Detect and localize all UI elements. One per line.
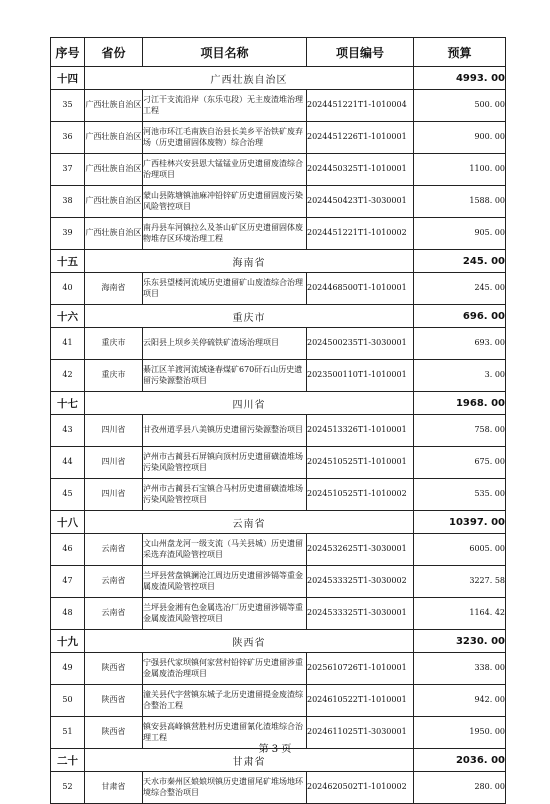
page-number: 第 3 页 bbox=[258, 744, 292, 755]
row-province: 四川省 bbox=[85, 479, 143, 511]
table-body bbox=[51, 67, 506, 804]
row-project-name: 广西桂林兴安县恩大锰锰业历史遗留废渣综合治理项目 bbox=[143, 154, 307, 186]
row-budget: 905. 00 bbox=[414, 218, 506, 250]
row-seq: 45 bbox=[51, 479, 85, 511]
row-seq: 39 bbox=[51, 218, 85, 250]
table-row bbox=[51, 534, 506, 566]
row-province: 重庆市 bbox=[85, 360, 143, 392]
row-project-name: 云阳县上坝乡关停硫铁矿渣场治理项目 bbox=[143, 328, 307, 360]
row-province: 重庆市 bbox=[85, 328, 143, 360]
row-seq: 37 bbox=[51, 154, 85, 186]
row-budget: 900. 00 bbox=[414, 122, 506, 154]
section-number: 十九 bbox=[51, 630, 85, 653]
row-budget: 758. 00 bbox=[414, 415, 506, 447]
row-budget: 338. 00 bbox=[414, 653, 506, 685]
row-province: 甘肃省 bbox=[85, 772, 143, 804]
section-total: 10397. 00 bbox=[414, 511, 506, 534]
row-seq: 47 bbox=[51, 566, 85, 598]
row-province: 广西壮族自治区 bbox=[85, 90, 143, 122]
row-seq: 42 bbox=[51, 360, 85, 392]
row-budget: 693. 00 bbox=[414, 328, 506, 360]
row-seq: 51 bbox=[51, 717, 85, 749]
row-project-name: 兰坪县营盘镇澜沧江周边历史遗留涉镉等重金属废渣风险管控项目 bbox=[143, 566, 307, 598]
row-project-code: 2025610726T1-1010001 bbox=[307, 653, 414, 685]
row-project-code: 2024620502T1-1010002 bbox=[307, 772, 414, 804]
row-budget: 500. 00 bbox=[414, 90, 506, 122]
section-row bbox=[51, 392, 506, 415]
row-project-code: 2024510525T1-1010002 bbox=[307, 479, 414, 511]
row-province: 四川省 bbox=[85, 415, 143, 447]
row-project-code: 2024532625T1-3030001 bbox=[307, 534, 414, 566]
row-province: 广西壮族自治区 bbox=[85, 154, 143, 186]
row-project-name: 甘孜州道孚县八美镇历史遗留污染源整治项目 bbox=[143, 415, 307, 447]
section-number: 十六 bbox=[51, 305, 85, 328]
row-seq: 46 bbox=[51, 534, 85, 566]
row-project-code: 2024451221T1-1010004 bbox=[307, 90, 414, 122]
table-row bbox=[51, 479, 506, 511]
row-project-code: 2024451221T1-1010002 bbox=[307, 218, 414, 250]
table-row bbox=[51, 360, 506, 392]
row-seq: 38 bbox=[51, 186, 85, 218]
table-row bbox=[51, 447, 506, 479]
row-project-name: 文山州盘龙河一级支流（马关县城）历史遗留采选弃渣风险管控项目 bbox=[143, 534, 307, 566]
row-seq: 36 bbox=[51, 122, 85, 154]
row-province: 海南省 bbox=[85, 273, 143, 305]
section-row bbox=[51, 67, 506, 90]
row-province: 陕西省 bbox=[85, 653, 143, 685]
row-seq: 44 bbox=[51, 447, 85, 479]
row-project-name: 刁江干支流沿岸（东乐屯段）无主废渣堆治理工程 bbox=[143, 90, 307, 122]
table-row bbox=[51, 772, 506, 804]
row-province: 广西壮族自治区 bbox=[85, 218, 143, 250]
row-project-code: 2024610522T1-1010001 bbox=[307, 685, 414, 717]
row-project-code: 2024451226T1-1010001 bbox=[307, 122, 414, 154]
row-budget: 6005. 00 bbox=[414, 534, 506, 566]
header-province: 省份 bbox=[85, 38, 143, 67]
row-budget: 535. 00 bbox=[414, 479, 506, 511]
table-row bbox=[51, 154, 506, 186]
section-region: 陕西省 bbox=[85, 630, 414, 653]
row-project-code: 2024510525T1-1010001 bbox=[307, 447, 414, 479]
section-total: 245. 00 bbox=[414, 250, 506, 273]
table-row bbox=[51, 90, 506, 122]
row-budget: 675. 00 bbox=[414, 447, 506, 479]
table-row bbox=[51, 122, 506, 154]
section-number: 十八 bbox=[51, 511, 85, 534]
section-region: 甘肃省 bbox=[85, 749, 414, 772]
section-row bbox=[51, 305, 506, 328]
budget-table bbox=[50, 37, 506, 804]
row-project-code: 2024611025T1-3030001 bbox=[307, 717, 414, 749]
section-total: 696. 00 bbox=[414, 305, 506, 328]
row-project-code: 2024450423T1-3030001 bbox=[307, 186, 414, 218]
row-project-code: 2024450325T1-1010001 bbox=[307, 154, 414, 186]
row-budget: 1164. 42 bbox=[414, 598, 506, 630]
row-project-code: 2024533325T1-3030001 bbox=[307, 598, 414, 630]
row-province: 云南省 bbox=[85, 598, 143, 630]
header-budget: 预算 bbox=[414, 38, 506, 67]
row-province: 广西壮族自治区 bbox=[85, 122, 143, 154]
table-header-row bbox=[51, 38, 506, 67]
section-region: 四川省 bbox=[85, 392, 414, 415]
row-project-name: 潼关县代字营镇东城子北历史遗留提金废渣综合整治工程 bbox=[143, 685, 307, 717]
section-row bbox=[51, 250, 506, 273]
section-region: 重庆市 bbox=[85, 305, 414, 328]
row-project-name: 南丹县车河镇拉么及茶山矿区历史遗留固体废物堆存区环境治理工程 bbox=[143, 218, 307, 250]
row-project-code: 2024468500T1-1010001 bbox=[307, 273, 414, 305]
section-region: 广西壮族自治区 bbox=[85, 67, 414, 90]
table-row bbox=[51, 218, 506, 250]
row-project-name: 乐东县望楼河流域历史遗留矿山废渣综合治理项目 bbox=[143, 273, 307, 305]
section-number: 十七 bbox=[51, 392, 85, 415]
row-seq: 35 bbox=[51, 90, 85, 122]
row-seq: 41 bbox=[51, 328, 85, 360]
section-total: 4993. 00 bbox=[414, 67, 506, 90]
row-budget: 3227. 58 bbox=[414, 566, 506, 598]
row-province: 陕西省 bbox=[85, 717, 143, 749]
table-row bbox=[51, 685, 506, 717]
row-seq: 40 bbox=[51, 273, 85, 305]
row-project-name: 綦江区羊渡河流域逢春煤矿670矸石山历史遗留污染源整治项目 bbox=[143, 360, 307, 392]
section-number: 十四 bbox=[51, 67, 85, 90]
row-project-code: 2023500110T1-1010001 bbox=[307, 360, 414, 392]
section-region: 云南省 bbox=[85, 511, 414, 534]
section-total: 1968. 00 bbox=[414, 392, 506, 415]
section-number: 十五 bbox=[51, 250, 85, 273]
row-seq: 49 bbox=[51, 653, 85, 685]
row-budget: 280. 00 bbox=[414, 772, 506, 804]
section-row bbox=[51, 511, 506, 534]
row-budget: 942. 00 bbox=[414, 685, 506, 717]
row-project-name: 镇安县高峰镇营胜村历史遗留氰化渣堆综合治理工程 bbox=[143, 717, 307, 749]
row-budget: 1588. 00 bbox=[414, 186, 506, 218]
row-budget: 1950. 00 bbox=[414, 717, 506, 749]
row-project-name: 蒙山县陈塘镇油麻冲铅锌矿历史遗留固废污染风险管控项目 bbox=[143, 186, 307, 218]
header-project-code: 项目编号 bbox=[307, 38, 414, 67]
row-project-code: 2024513326T1-1010001 bbox=[307, 415, 414, 447]
table-row bbox=[51, 273, 506, 305]
row-seq: 48 bbox=[51, 598, 85, 630]
row-project-code: 2024500235T1-3030001 bbox=[307, 328, 414, 360]
row-project-name: 泸州市古蔺县石屏镇向顶村历史遗留磺渣堆场污染风险管控项目 bbox=[143, 447, 307, 479]
table-row bbox=[51, 598, 506, 630]
row-project-name: 兰坪县金湘有色金属选冶厂历史遗留涉镉等重金属废渣风险管控项目 bbox=[143, 598, 307, 630]
row-project-name: 河池市环江毛南族自治县长美乡平治铁矿废弃场（历史遗留固体废物）综合治理 bbox=[143, 122, 307, 154]
row-budget: 245. 00 bbox=[414, 273, 506, 305]
row-province: 四川省 bbox=[85, 447, 143, 479]
row-budget: 3. 00 bbox=[414, 360, 506, 392]
table-row bbox=[51, 653, 506, 685]
row-province: 云南省 bbox=[85, 566, 143, 598]
row-seq: 43 bbox=[51, 415, 85, 447]
table-row bbox=[51, 186, 506, 218]
header-seq: 序号 bbox=[51, 38, 85, 67]
row-project-code: 2024533325T1-3030002 bbox=[307, 566, 414, 598]
row-seq: 52 bbox=[51, 772, 85, 804]
section-total: 2036. 00 bbox=[414, 749, 506, 772]
row-province: 广西壮族自治区 bbox=[85, 186, 143, 218]
table-row bbox=[51, 566, 506, 598]
row-province: 陕西省 bbox=[85, 685, 143, 717]
section-row bbox=[51, 630, 506, 653]
row-project-name: 泸州市古蔺县石宝镇合马村历史遗留磺渣堆场污染风险管控项目 bbox=[143, 479, 307, 511]
table-row bbox=[51, 328, 506, 360]
section-total: 3230. 00 bbox=[414, 630, 506, 653]
row-budget: 1100. 00 bbox=[414, 154, 506, 186]
row-project-name: 天水市秦州区娘娘坝镇历史遗留尾矿堆场地环境综合整治项目 bbox=[143, 772, 307, 804]
section-number: 二十 bbox=[51, 749, 85, 772]
row-seq: 50 bbox=[51, 685, 85, 717]
header-project-name: 项目名称 bbox=[143, 38, 307, 67]
row-project-name: 宁强县代家坝镇何家营村铅锌矿历史遗留涉重金属废渣治理项目 bbox=[143, 653, 307, 685]
row-province: 云南省 bbox=[85, 534, 143, 566]
table-row bbox=[51, 415, 506, 447]
section-region: 海南省 bbox=[85, 250, 414, 273]
